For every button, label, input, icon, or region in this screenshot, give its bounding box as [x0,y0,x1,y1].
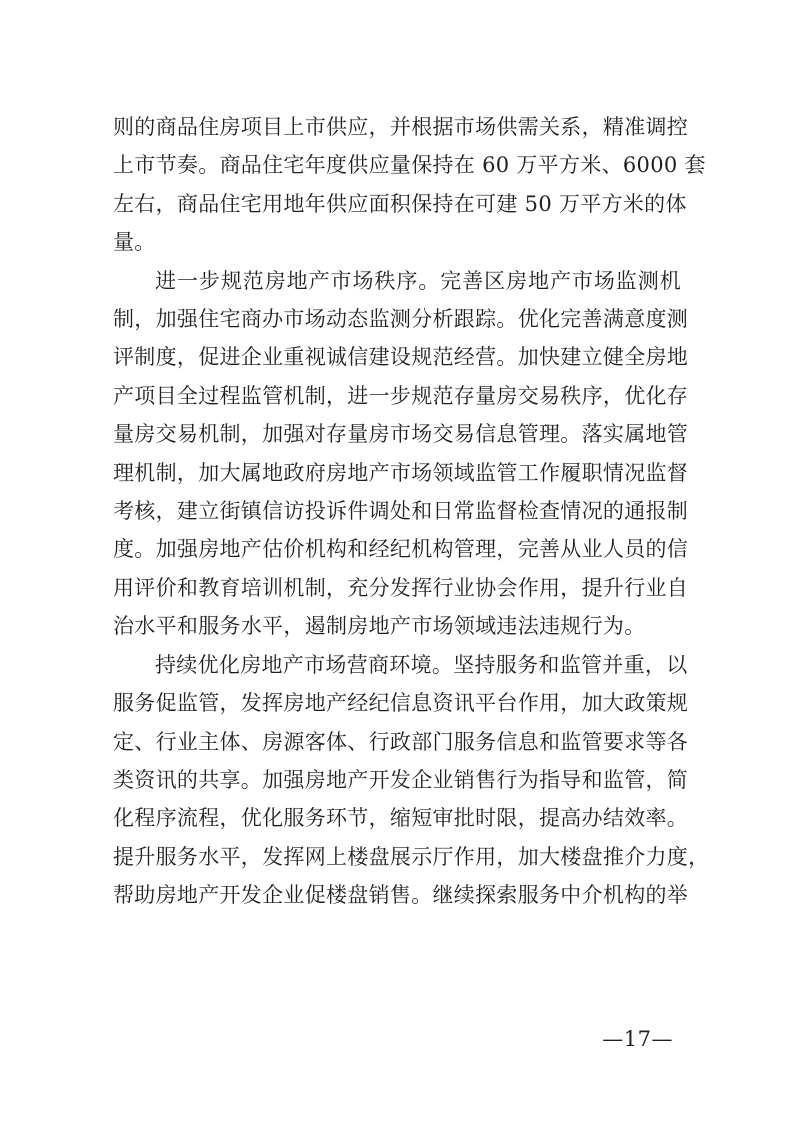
paragraph-market-order [113,262,689,646]
text-line: 定、行业主体、房源客体、行政部门服务信息和监管要求等各 [113,729,689,754]
text-line: 持续优化房地产市场营商环境。坚持服务和监管并重，以 [155,652,688,677]
page-number: —17— [602,1027,673,1051]
text-line: 治水平和服务水平，遏制房地产市场领域违法违规行为。 [113,614,646,639]
text-line: 提升服务水平，发挥网上楼盘展示厅作用，加大楼盘推介力度， [113,844,710,869]
body-text [113,108,710,915]
text-line: 服务促监管，发挥房地产经纪信息资讯平台作用，加大政策规 [113,691,689,716]
text-line: 上市节奏。商品住宅年度供应量保持在 60 万平方米、6000 套 [113,153,706,178]
text-line: 考核，建立街镇信访投诉件调处和日常监督检查情况的通报制 [113,499,689,524]
text-line: 左右，商品住宅用地年供应面积保持在可建 50 万平方米的体 [113,191,687,216]
text-line: 进一步规范房地产市场秩序。完善区房地产市场监测机 [155,268,681,293]
paragraph-business-environment [113,646,710,915]
paragraph-supply [113,108,706,262]
text-line: 量。 [113,230,156,255]
text-line: 度。加强房地产估价机构和经纪机构管理，完善从业人员的信 [113,537,689,562]
text-line: 则的商品住房项目上市供应，并根据市场供需关系，精准调控 [113,115,689,139]
text-line: 评制度，促进企业重视诚信建设规范经营。加快建立健全房地 [113,345,689,370]
text-line: 制，加强住宅商办市场动态监测分析跟踪。优化完善满意度测 [113,307,689,332]
text-line: 产项目全过程监管机制，进一步规范存量房交易秩序，优化存 [113,383,689,408]
text-line: 类资讯的共享。加强房地产开发企业销售行为指导和监管，简 [113,767,689,792]
text-line: 量房交易机制，加强对存量房市场交易信息管理。落实属地管 [113,422,689,447]
text-line: 帮助房地产开发企业促楼盘销售。继续探索服务中介机构的举 [113,883,689,908]
text-line: 化程序流程，优化服务环节，缩短审批时限，提高办结效率。 [113,806,689,831]
text-line: 用评价和教育培训机制，充分发挥行业协会作用，提升行业自 [113,575,689,600]
text-line: 理机制，加大属地政府房地产市场领域监管工作履职情况监督 [113,460,689,485]
